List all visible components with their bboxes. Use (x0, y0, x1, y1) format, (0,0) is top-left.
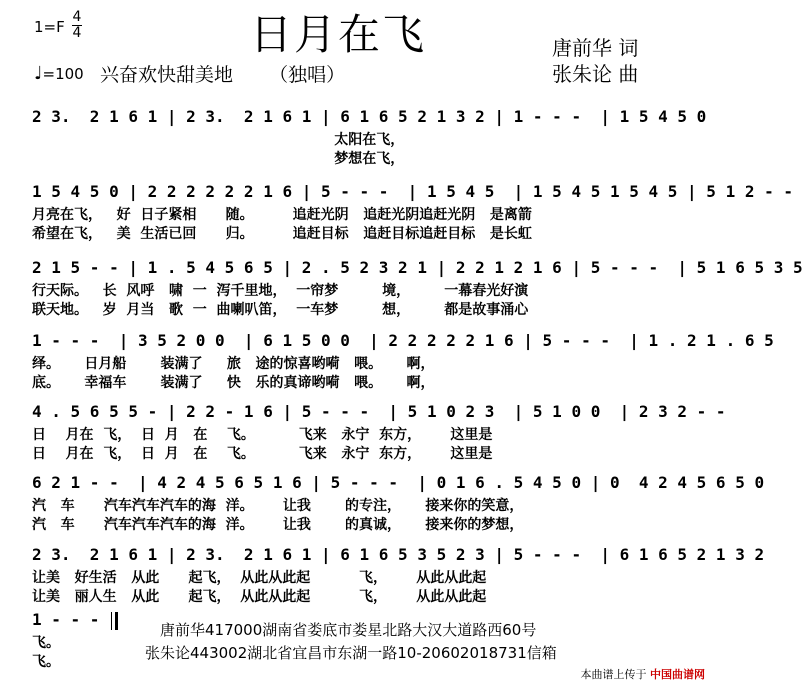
notation-line (32, 107, 707, 129)
tempo-value: =100 (42, 65, 84, 83)
notation-line (32, 402, 726, 424)
lyric-verse-2: 联天地。 岁 月当 歌 一 曲喇叭笛， 一车梦 想， 都是故事涌心 (32, 302, 529, 318)
lyric-verse-2: 让美 丽人生 从此 起飞， 从此从此起 飞， 从此从此起 (32, 589, 487, 605)
notation-line (32, 473, 765, 495)
upload-label: 本曲谱上传于 (580, 668, 647, 681)
jianpu-notes: 1 - - - (32, 610, 100, 629)
jianpu-notes: 6 2 1 - - | 4 2 4 5 6 5 1 6 | 5 - - - | 0 1 6 . 5 4 5 0 | 0 4 2 4 5 6 5 0 (32, 473, 765, 492)
jianpu-notes: 4 . 5 6 5 5 - | 2 2 - 1 6 | 5 - - - | 5 1 0 2 3 | 5 1 0 0 | 2 3 2 - - (32, 402, 726, 421)
jianpu-notes: 1 5 4 5 0 | 2 2 2 2 2 2 1 6 | 5 - - - | 1 5 4 5 | 1 5 4 5 1 5 4 5 | 5 1 2 - - (32, 182, 793, 201)
upload-note (581, 666, 706, 682)
footer-address-2: 张朱论443002湖北省宜昌市东湖一路10-20602018731信箱 (145, 644, 557, 662)
lyric-verse-2: 梦想在飞， (32, 151, 405, 167)
tempo-marking (34, 63, 84, 84)
lyric-verse-1: 日 月在 飞， 日 月 在 飞。 飞来 永宁 东方， 这里是 (32, 427, 493, 443)
jianpu-notes: 2 3. 2 1 6 1 | 2 3. 2 1 6 1 | 6 1 6 5 3 5 2 3 | 5 - - - | 6 1 6 5 2 1 3 2 (32, 545, 765, 564)
time-signature-bottom: 4 (72, 25, 82, 41)
lyric-verse-2: 底。 幸福车 装满了 快 乐的真谛哟嗬 喂。 啊， (32, 375, 435, 391)
lyric-verse-1: 汽 车 汽车汽车汽车的海 洋。 让我 的专注， 接来你的笑意， (32, 498, 524, 514)
footer-address-1: 唐前华417000湖南省娄底市娄星北路大汉大道路西60号 (160, 621, 537, 639)
notation-line (32, 545, 765, 567)
jianpu-notes: 2 1 5 - - | 1 . 5 4 5 6 5 | 2 . 5 2 3 2 1 | 2 2 1 2 1 6 | 5 - - - | 5 1 6 5 3 5 (32, 258, 803, 277)
final-barline-thick (115, 612, 118, 630)
lyric-verse-2: 希望在飞， 美 生活已回 归。 追赶目标 追赶目标追赶目标 是长虹 (32, 226, 532, 242)
jianpu-notes: 2 3. 2 1 6 1 | 2 3. 2 1 6 1 | 6 1 6 5 2 1 3 2 | 1 - - - | 1 5 4 5 0 (32, 107, 707, 126)
notation-line (32, 182, 793, 204)
lyric-verse-1: 让美 好生活 从此 起飞， 从此从此起 飞， 从此从此起 (32, 570, 487, 586)
lyric-verse-2: 日 月在 飞， 日 月 在 飞。 飞来 永宁 东方， 这里是 (32, 446, 493, 462)
song-title: 日月在飞 (250, 10, 427, 59)
notation-line (32, 258, 803, 280)
lyric-verse-2: 飞。 (32, 654, 60, 670)
expression-marking (100, 60, 345, 87)
lyric-verse-2: 汽 车 汽车汽车汽车的海 洋。 让我 的真诚， 接来你的梦想， (32, 517, 524, 533)
final-barline-thin (111, 612, 112, 630)
lyric-verse-1: 月亮在飞， 好 日子紧相 随。 追赶光阴 追赶光阴追赶光阴 是离箭 (32, 207, 532, 223)
composer-credit: 张朱论 曲 (552, 62, 639, 86)
time-signature-top: 4 (72, 9, 82, 25)
quarter-note-icon: ♩ (34, 63, 43, 84)
key-signature: 1=F (34, 18, 65, 36)
notation-line (32, 331, 774, 353)
expression-text: 兴奋欢快甜美地 (100, 64, 234, 86)
lyric-verse-1: 飞。 (32, 635, 60, 651)
jianpu-notes: 1 - - - | 3 5 2 0 0 | 6 1 5 0 0 | 2 2 2 2 2 1 6 | 5 - - - | 1 . 2 1 . 6 5 (32, 331, 774, 350)
performance-text: （独唱） (269, 64, 346, 86)
site-logo: 中国曲谱网 (650, 668, 705, 681)
lyricist-credit: 唐前华 词 (552, 36, 639, 60)
lyric-verse-1: 绎。 日月船 装满了 旅 途的惊喜哟嗬 喂。 啊， (32, 356, 435, 372)
lyric-verse-1: 太阳在飞， (32, 132, 405, 148)
lyric-verse-1: 行天际。 长 风呼 啸 一 泻千里地， 一帘梦 境， 一幕春光好演 (32, 283, 529, 299)
time-signature (72, 10, 82, 41)
